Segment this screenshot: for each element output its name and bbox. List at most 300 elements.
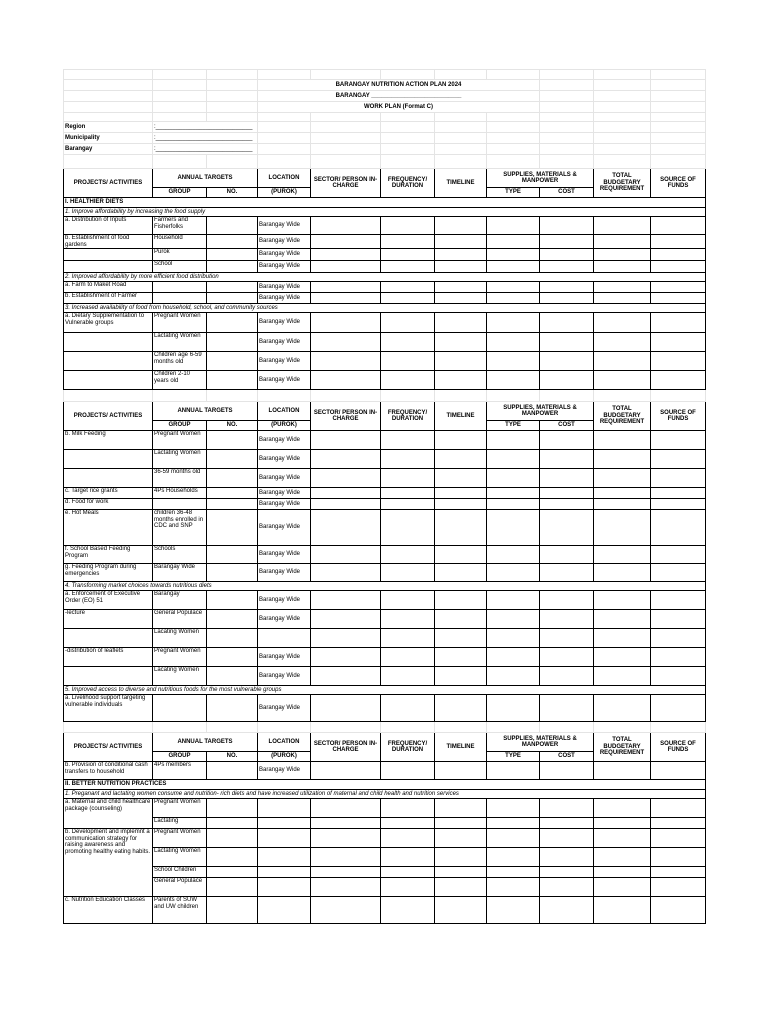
empty-cell <box>540 488 594 499</box>
empty-cell <box>311 282 381 293</box>
info-value: :_____________________________ <box>153 122 258 133</box>
info-label: Barangay <box>64 144 153 155</box>
sheet-cell <box>594 390 651 402</box>
sheet-cell <box>594 70 651 80</box>
header-projects: PROJECTS/ ACTIVITIES <box>64 169 153 198</box>
empty-cell <box>311 488 381 499</box>
location-cell: Barangay Wide <box>258 371 311 390</box>
group-cell: Purok <box>153 249 207 261</box>
header-timeline: TIMELINE <box>435 169 487 198</box>
group-cell: Pregnant Women <box>153 829 207 848</box>
location-cell: Barangay Wide <box>258 431 311 450</box>
empty-cell <box>651 610 706 629</box>
table-row <box>64 431 706 450</box>
location-cell: Barangay Wide <box>258 282 311 293</box>
empty-cell <box>381 799 435 818</box>
table-row <box>64 591 706 610</box>
title-line1: BARANGAY NUTRITION ACTION PLAN 2024 <box>258 80 540 91</box>
location-cell: Barangay Wide <box>258 546 311 564</box>
table-row <box>64 848 706 867</box>
sheet-cell <box>381 70 435 80</box>
empty-cell <box>594 648 651 667</box>
group-cell <box>153 499 207 510</box>
empty-cell <box>540 897 594 924</box>
empty-cell <box>381 510 435 546</box>
empty-cell <box>651 293 706 304</box>
header-supplies: SUPPLIES, MATERIALS & MANPOWER <box>487 733 594 752</box>
header-group: GROUP <box>153 752 207 762</box>
sheet-cell <box>153 390 207 402</box>
empty-cell <box>487 610 540 629</box>
empty-cell <box>651 829 706 848</box>
sheet-cell <box>594 113 651 122</box>
empty-cell <box>540 564 594 582</box>
empty-cell <box>311 450 381 469</box>
empty-cell <box>435 762 487 780</box>
project-cell <box>64 333 153 352</box>
location-cell: Barangay Wide <box>258 450 311 469</box>
no-cell <box>207 235 258 249</box>
empty-cell <box>651 469 706 488</box>
empty-cell <box>487 897 540 924</box>
empty-cell <box>311 510 381 546</box>
empty-cell <box>435 293 487 304</box>
sheet-cell <box>594 722 651 733</box>
no-cell <box>207 261 258 273</box>
empty-cell <box>594 499 651 510</box>
title-line3: WORK PLAN (Format C) <box>258 102 540 113</box>
sheet-cell <box>381 722 435 733</box>
table-row <box>64 313 706 333</box>
group-cell: Farmers and Fisherfolks <box>153 217 207 235</box>
empty-cell <box>594 293 651 304</box>
empty-cell <box>381 564 435 582</box>
sheet-cell <box>540 80 594 91</box>
sheet-cell <box>540 91 594 102</box>
table-row <box>64 829 706 848</box>
empty-cell <box>651 235 706 249</box>
empty-cell <box>651 695 706 722</box>
project-cell: -distribution of leaflets <box>64 648 153 667</box>
table-row <box>64 352 706 371</box>
empty-cell <box>594 431 651 450</box>
subsection-row <box>64 208 706 217</box>
empty-cell <box>594 695 651 722</box>
work-plan-sheet <box>63 69 706 924</box>
header-frequency: FREQUENCY/ DURATION <box>381 169 435 198</box>
empty-cell <box>311 818 381 829</box>
empty-cell <box>487 818 540 829</box>
location-cell: Barangay Wide <box>258 249 311 261</box>
project-cell: b. Establishment of Farmer <box>64 293 153 304</box>
empty-cell <box>540 371 594 390</box>
project-cell: b. Establishment of food gardens <box>64 235 153 249</box>
info-label: Region <box>64 122 153 133</box>
header-location: LOCATION <box>258 169 311 188</box>
empty-cell <box>487 313 540 333</box>
sheet-cell <box>207 113 258 122</box>
empty-cell <box>651 510 706 546</box>
sheet-cell <box>487 133 540 144</box>
sheet-cell <box>207 722 258 733</box>
no-cell <box>207 818 258 829</box>
header-cost: COST <box>540 188 594 198</box>
info-label: Municipality <box>64 133 153 144</box>
sheet-cell <box>64 113 153 122</box>
empty-cell <box>651 546 706 564</box>
header-projects: PROJECTS/ ACTIVITIES <box>64 733 153 762</box>
group-cell: Pregnant Women <box>153 431 207 450</box>
table-row <box>64 762 706 780</box>
empty-cell <box>651 667 706 686</box>
empty-cell <box>311 333 381 352</box>
empty-cell <box>594 313 651 333</box>
sheet-cell <box>651 155 706 169</box>
location-cell: Barangay Wide <box>258 293 311 304</box>
empty-cell <box>435 878 487 897</box>
header-sector: SECTOR/ PERSON IN-CHARGE <box>311 402 381 431</box>
location-cell: Barangay Wide <box>258 235 311 249</box>
table-row <box>64 695 706 722</box>
subsection-title: 4. Transforming market choices towards nutritious diets <box>64 582 706 591</box>
no-cell <box>207 564 258 582</box>
empty-cell <box>594 546 651 564</box>
sheet-cell <box>381 122 435 133</box>
empty-cell <box>311 261 381 273</box>
empty-cell <box>435 352 487 371</box>
table-row <box>64 648 706 667</box>
group-cell: Pregnant Women <box>153 799 207 818</box>
empty-cell <box>311 799 381 818</box>
sheet-cell <box>207 91 258 102</box>
group-cell: Children 2-10 years old <box>153 371 207 390</box>
project-cell: a. Maternal and child healthcare package (counseling) <box>64 799 153 829</box>
no-cell <box>207 450 258 469</box>
location-cell: Barangay Wide <box>258 333 311 352</box>
project-cell: b. Provision of conditional cash transfers to household <box>64 762 153 780</box>
empty-cell <box>540 829 594 848</box>
empty-cell <box>435 648 487 667</box>
table-row <box>64 261 706 273</box>
project-cell: d. Food for work <box>64 499 153 510</box>
title-line2: BARANGAY ___________________________ <box>258 91 540 102</box>
header-purok: (PUROK) <box>258 188 311 198</box>
group-cell: Barangay <box>153 591 207 610</box>
location-cell: Barangay Wide <box>258 667 311 686</box>
empty-cell <box>594 848 651 867</box>
sheet-cell <box>258 722 311 733</box>
project-cell <box>64 629 153 648</box>
empty-cell <box>311 762 381 780</box>
empty-cell <box>381 261 435 273</box>
sheet-cell <box>311 133 381 144</box>
group-cell: Lactating Women <box>153 848 207 867</box>
empty-cell <box>540 867 594 878</box>
sheet-cell <box>594 80 651 91</box>
empty-cell <box>435 313 487 333</box>
empty-cell <box>435 450 487 469</box>
sheet-cell <box>487 155 540 169</box>
sheet-cell <box>487 70 540 80</box>
empty-cell <box>435 282 487 293</box>
group-cell <box>153 282 207 293</box>
no-cell <box>207 878 258 897</box>
sheet-cell <box>435 722 487 733</box>
empty-cell <box>311 848 381 867</box>
empty-cell <box>381 488 435 499</box>
empty-cell <box>487 799 540 818</box>
empty-cell <box>381 282 435 293</box>
sheet-cell <box>311 722 381 733</box>
subsection-title: 1. Improve affordability by increasing the food supply <box>64 208 706 217</box>
empty-cell <box>311 352 381 371</box>
sheet-cell <box>64 722 153 733</box>
header-frequency: FREQUENCY/ DURATION <box>381 733 435 762</box>
empty-cell <box>381 818 435 829</box>
empty-cell <box>435 499 487 510</box>
sheet-cell <box>258 70 311 80</box>
table-row <box>64 499 706 510</box>
title-row <box>64 80 706 91</box>
sheet-cell <box>207 70 258 80</box>
no-cell <box>207 510 258 546</box>
sheet-cell <box>64 390 153 402</box>
empty-cell <box>435 261 487 273</box>
sheet-cell <box>435 133 487 144</box>
empty-cell <box>311 897 381 924</box>
empty-cell <box>435 564 487 582</box>
empty-cell <box>540 610 594 629</box>
table-row <box>64 510 706 546</box>
empty-cell <box>651 488 706 499</box>
empty-cell <box>381 878 435 897</box>
group-cell: Pregnant Women <box>153 313 207 333</box>
header-group: GROUP <box>153 421 207 431</box>
spacer-row <box>64 113 706 122</box>
location-cell <box>258 848 311 867</box>
header-timeline: TIMELINE <box>435 402 487 431</box>
sheet-cell <box>258 122 311 133</box>
group-cell: Lactating Women <box>153 333 207 352</box>
sheet-cell <box>651 102 706 113</box>
project-cell <box>64 469 153 488</box>
empty-cell <box>435 629 487 648</box>
sheet-cell <box>64 80 153 91</box>
empty-cell <box>311 469 381 488</box>
empty-cell <box>311 867 381 878</box>
sheet-cell <box>207 102 258 113</box>
empty-cell <box>487 499 540 510</box>
empty-cell <box>311 610 381 629</box>
header-cost: COST <box>540 752 594 762</box>
sheet-cell <box>381 390 435 402</box>
no-cell <box>207 217 258 235</box>
project-cell <box>64 261 153 273</box>
project-cell: a. Distribution of Inputs <box>64 217 153 235</box>
sheet-cell <box>651 70 706 80</box>
no-cell <box>207 313 258 333</box>
empty-cell <box>651 282 706 293</box>
empty-cell <box>311 235 381 249</box>
empty-cell <box>540 848 594 867</box>
empty-cell <box>381 648 435 667</box>
empty-cell <box>487 762 540 780</box>
empty-cell <box>540 546 594 564</box>
empty-cell <box>651 897 706 924</box>
empty-cell <box>540 261 594 273</box>
sheet-cell <box>153 722 207 733</box>
no-cell <box>207 249 258 261</box>
empty-cell <box>487 261 540 273</box>
empty-cell <box>311 431 381 450</box>
sheet-cell <box>487 113 540 122</box>
empty-cell <box>594 261 651 273</box>
location-cell: Barangay Wide <box>258 352 311 371</box>
subsection-title: 3. Increased availability of food from household, school, and community sources <box>64 304 706 313</box>
project-cell <box>64 371 153 390</box>
empty-cell <box>651 261 706 273</box>
empty-cell <box>594 799 651 818</box>
empty-cell <box>381 695 435 722</box>
sheet-cell <box>435 390 487 402</box>
sheet-cell <box>311 70 381 80</box>
table-row <box>64 546 706 564</box>
sheet-cell <box>594 144 651 155</box>
table-row <box>64 799 706 818</box>
empty-cell <box>540 313 594 333</box>
empty-cell <box>381 867 435 878</box>
empty-cell <box>435 818 487 829</box>
empty-cell <box>381 848 435 867</box>
empty-cell <box>594 667 651 686</box>
empty-cell <box>594 762 651 780</box>
empty-cell <box>487 564 540 582</box>
empty-cell <box>651 450 706 469</box>
header-total: TOTAL BUDGETARY REQUIREMENT <box>594 733 651 762</box>
empty-cell <box>651 799 706 818</box>
group-cell: children 36-48 months enrolled in CDC and SNP <box>153 510 207 546</box>
empty-cell <box>540 510 594 546</box>
project-cell: a. Farm to Maket Road <box>64 282 153 293</box>
empty-cell <box>381 667 435 686</box>
location-cell: Barangay Wide <box>258 313 311 333</box>
empty-cell <box>435 695 487 722</box>
empty-cell <box>381 546 435 564</box>
sheet-cell <box>594 122 651 133</box>
location-cell: Barangay Wide <box>258 610 311 629</box>
empty-cell <box>487 450 540 469</box>
empty-cell <box>594 591 651 610</box>
empty-cell <box>311 371 381 390</box>
location-cell: Barangay Wide <box>258 510 311 546</box>
empty-cell <box>487 648 540 667</box>
empty-cell <box>381 897 435 924</box>
project-cell: e. Hot Meals <box>64 510 153 546</box>
group-cell: Lacating Women <box>153 667 207 686</box>
project-cell: c. Target rice grants <box>64 488 153 499</box>
project-cell: f. School Based Feeding Program <box>64 546 153 564</box>
empty-cell <box>540 333 594 352</box>
sheet-cell <box>311 144 381 155</box>
empty-cell <box>594 488 651 499</box>
empty-cell <box>487 235 540 249</box>
empty-cell <box>311 546 381 564</box>
sheet-cell <box>651 113 706 122</box>
sheet-cell <box>540 113 594 122</box>
sheet-cell <box>153 91 207 102</box>
empty-cell <box>594 878 651 897</box>
project-cell <box>64 450 153 469</box>
location-cell: Barangay Wide <box>258 762 311 780</box>
group-cell: Lacating Women <box>153 629 207 648</box>
empty-cell <box>651 352 706 371</box>
no-cell <box>207 629 258 648</box>
empty-cell <box>381 217 435 235</box>
empty-cell <box>540 499 594 510</box>
empty-cell <box>487 371 540 390</box>
subsection-row <box>64 790 706 799</box>
empty-cell <box>594 897 651 924</box>
no-cell <box>207 333 258 352</box>
header-timeline: TIMELINE <box>435 733 487 762</box>
empty-cell <box>651 431 706 450</box>
location-cell: Barangay Wide <box>258 564 311 582</box>
empty-cell <box>487 333 540 352</box>
header-source: SOURCE OF FUNDS <box>651 402 706 431</box>
empty-cell <box>487 878 540 897</box>
group-cell: General Populace <box>153 878 207 897</box>
group-cell: Children age 6-59 months old <box>153 352 207 371</box>
section-row <box>64 198 706 208</box>
no-cell <box>207 469 258 488</box>
sheet-cell <box>651 91 706 102</box>
sheet-cell <box>64 102 153 113</box>
project-cell: c. Nutrition Education Classes <box>64 897 153 924</box>
sheet-cell <box>487 722 540 733</box>
sheet-cell <box>311 122 381 133</box>
sheet-cell <box>435 113 487 122</box>
sheet-cell <box>651 133 706 144</box>
location-cell <box>258 629 311 648</box>
spacer-row <box>64 390 706 402</box>
table-row <box>64 610 706 629</box>
empty-cell <box>651 878 706 897</box>
info-row <box>64 122 706 133</box>
empty-cell <box>487 867 540 878</box>
sheet-cell <box>540 70 594 80</box>
empty-cell <box>651 762 706 780</box>
empty-cell <box>435 829 487 848</box>
empty-cell <box>381 249 435 261</box>
empty-cell <box>311 667 381 686</box>
empty-cell <box>540 217 594 235</box>
header-location: LOCATION <box>258 402 311 421</box>
subsection-row <box>64 273 706 282</box>
empty-cell <box>594 829 651 848</box>
sheet-cell <box>651 722 706 733</box>
empty-cell <box>594 469 651 488</box>
title-row <box>64 91 706 102</box>
table-row <box>64 450 706 469</box>
subsection-row <box>64 582 706 591</box>
sheet-cell <box>487 122 540 133</box>
empty-cell <box>594 352 651 371</box>
sheet-cell <box>207 80 258 91</box>
table-row <box>64 249 706 261</box>
empty-cell <box>540 591 594 610</box>
empty-cell <box>487 249 540 261</box>
sheet-cell <box>311 155 381 169</box>
